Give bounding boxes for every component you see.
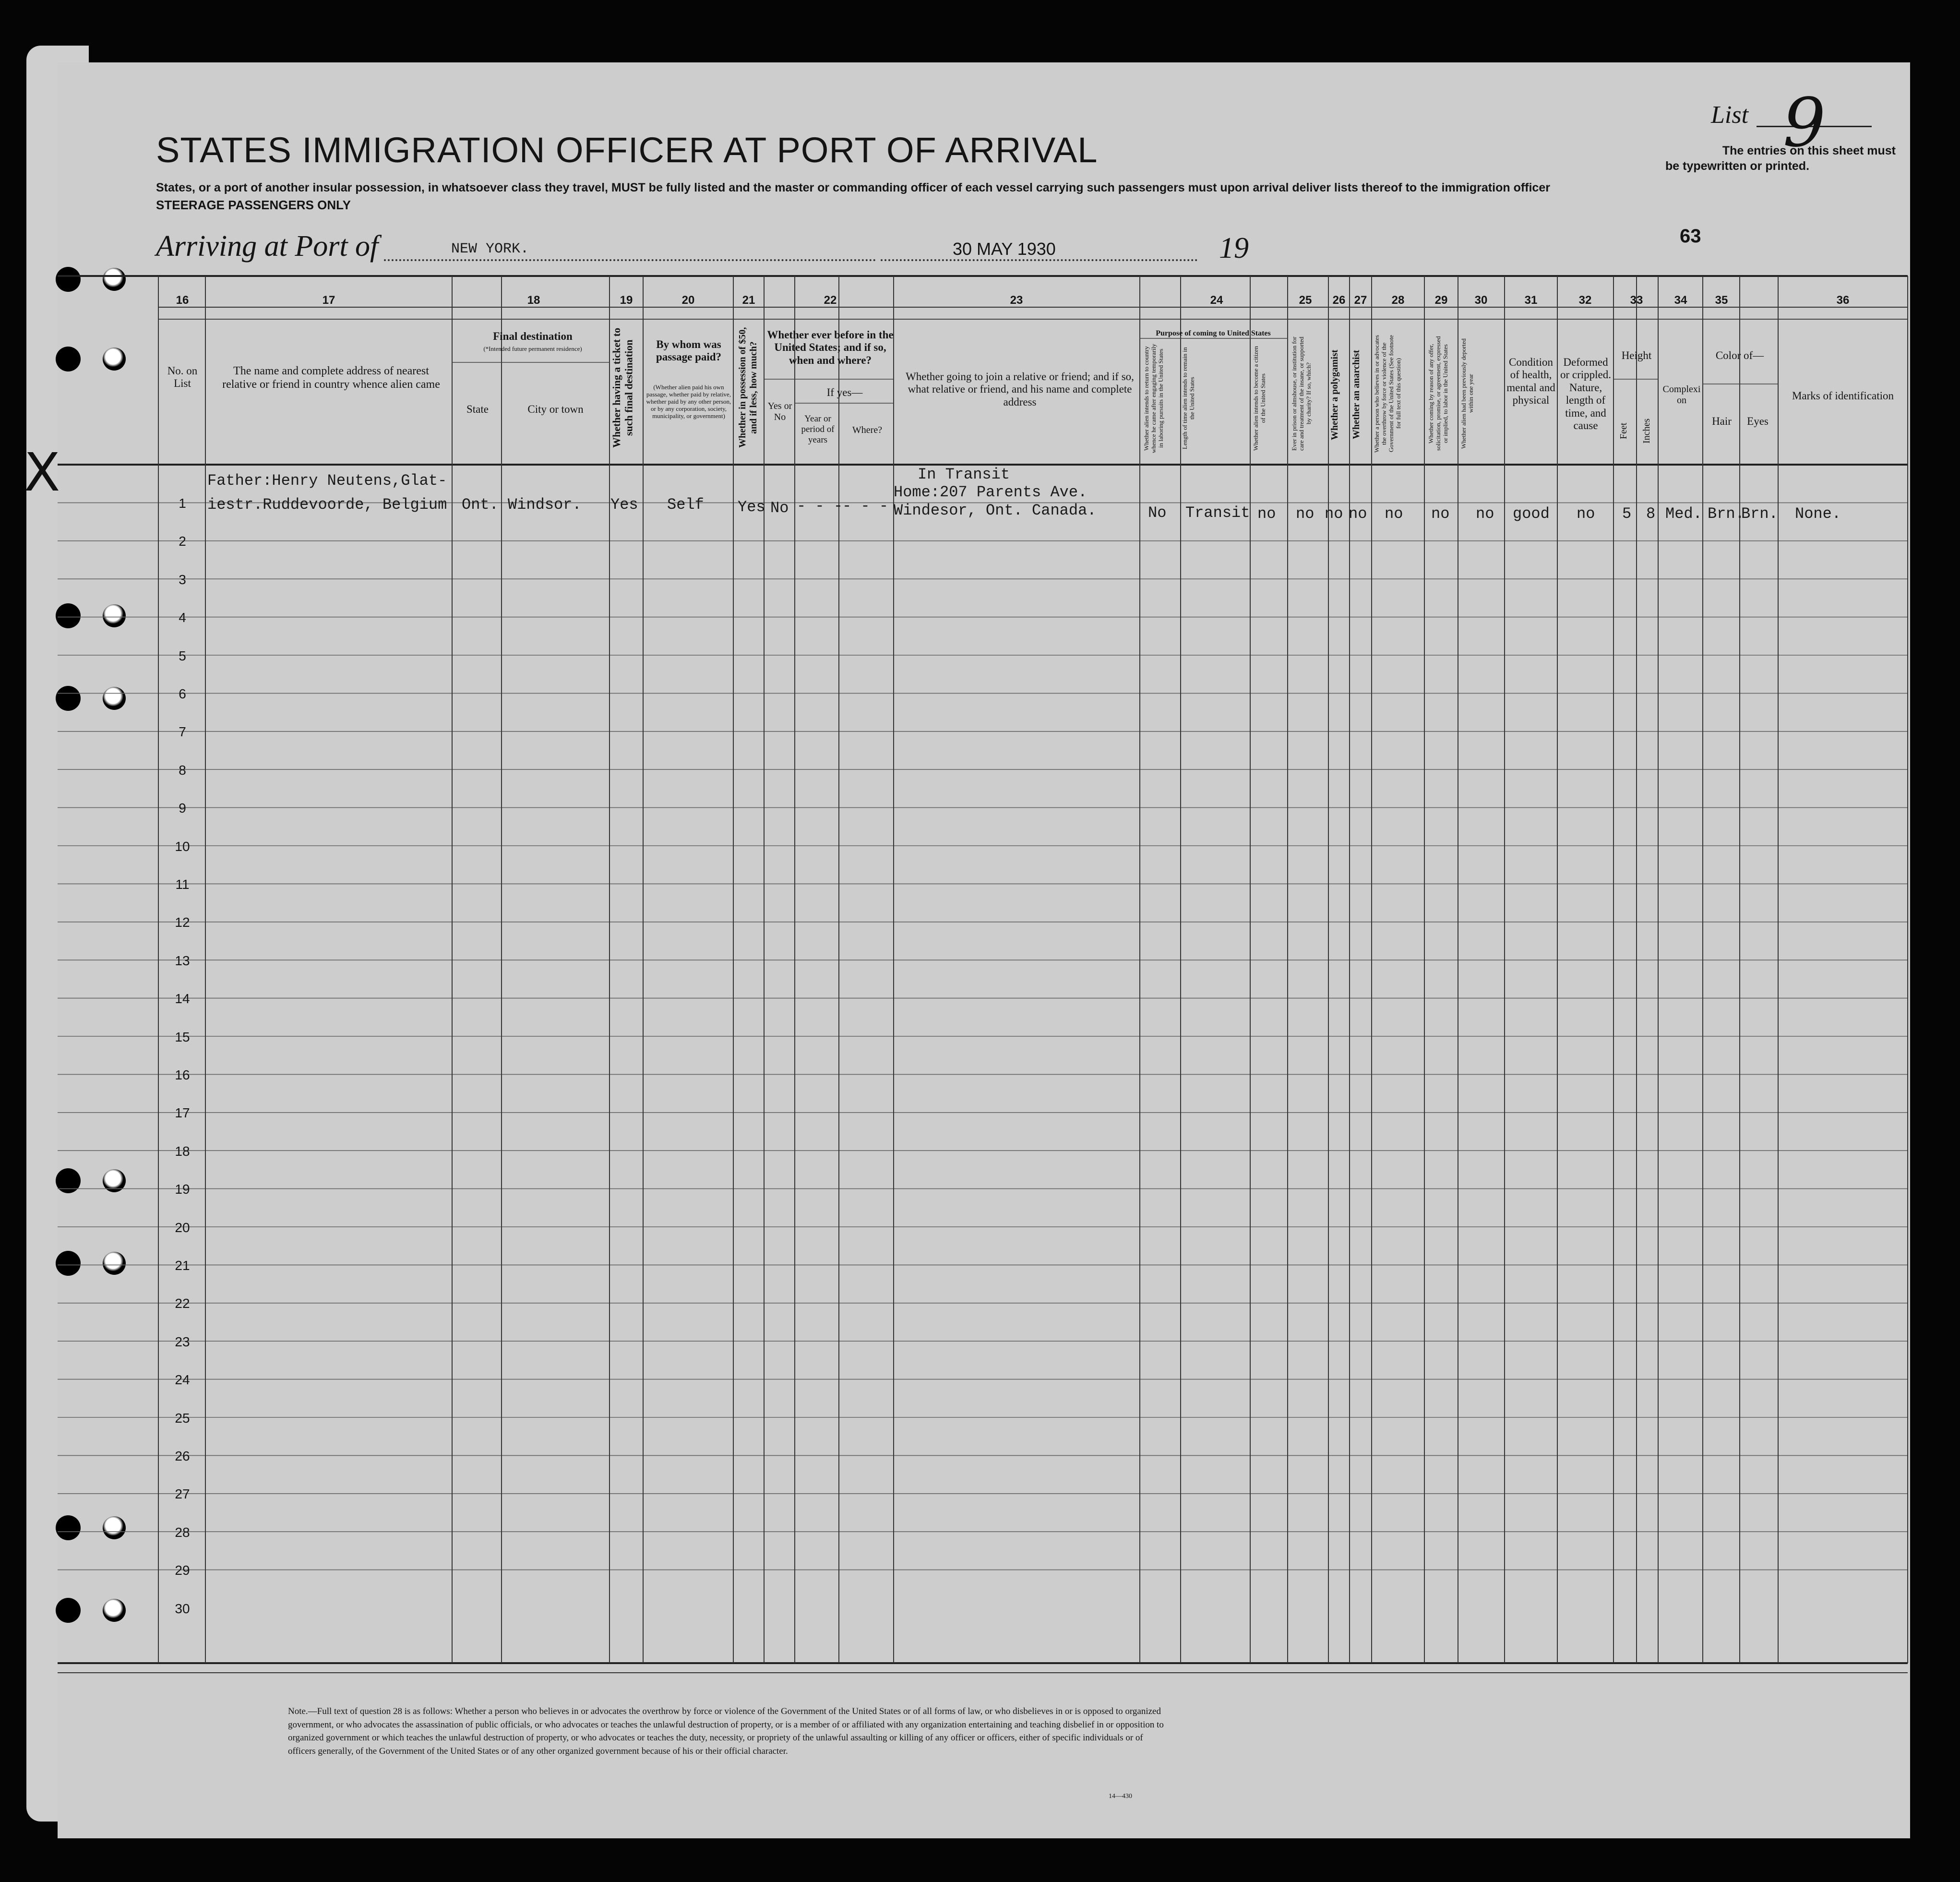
col22-where: Where? <box>852 425 883 435</box>
col33-header: Height <box>1621 349 1652 361</box>
entry-paid-by: Self <box>667 496 704 514</box>
column-number-23: 23 <box>1010 294 1023 307</box>
entry-overthrow: no <box>1385 505 1403 523</box>
column-number-16: 16 <box>176 294 189 307</box>
row-number-7: 7 <box>179 724 186 740</box>
relative-line-1: Father:Henry Neutens,Glat- <box>207 472 447 490</box>
row-number-13: 13 <box>175 953 190 968</box>
date-stamp: 30 MAY 1930 <box>953 239 1056 259</box>
column-number-29: 29 <box>1434 294 1448 307</box>
entry-ticket: Yes <box>610 496 638 514</box>
entry-hair: Brn. <box>1708 505 1745 523</box>
col20-header: By whom was passage paid? <box>656 338 722 363</box>
col18-header: Final destination <box>493 330 573 342</box>
join-line-1: In Transit <box>918 466 1010 483</box>
row-number-18: 18 <box>175 1143 190 1159</box>
entry-deformed: no <box>1577 505 1595 523</box>
list-number: 9 <box>1783 84 1826 162</box>
row-number-3: 3 <box>179 572 186 587</box>
row-number-1: 1 <box>179 496 186 511</box>
join-line-2: Home:207 Parents Ave. <box>894 483 1088 501</box>
row-number-17: 17 <box>175 1105 190 1121</box>
entry-marks: None. <box>1795 505 1841 523</box>
col18-note: (*Intended future permanent residence) <box>483 345 582 352</box>
entry-health: good <box>1513 505 1550 523</box>
year-prefix: 19 <box>1219 232 1249 264</box>
entry-anarchist: no <box>1349 505 1367 523</box>
row-number-30: 30 <box>175 1601 190 1616</box>
col22-ifyes: If yes— <box>826 386 863 398</box>
column-number-26: 26 <box>1332 294 1346 307</box>
row-number-15: 15 <box>175 1029 190 1044</box>
row-number-29: 29 <box>175 1563 190 1578</box>
sheet-number: 63 <box>1680 226 1701 247</box>
relative-line-2: iestr.Ruddevoorde, Belgium <box>207 496 447 514</box>
col19-header: Whether having a ticket to such final destination <box>610 327 635 448</box>
col22-header: Whether ever before in the United States; and if so, when and where? <box>767 329 894 366</box>
col29-header: Whether coming by reason of any offer, solicitation, promise, or agreement, expressed or implied, to labor in the United States <box>1427 336 1449 451</box>
row-number-6: 6 <box>179 686 186 701</box>
col21-header: Whether in possession of $50, and if less, how much? <box>737 327 759 448</box>
row-number-19: 19 <box>175 1182 190 1197</box>
row-number-28: 28 <box>175 1524 190 1540</box>
entry-where-dash: - - - <box>842 497 889 515</box>
col18-state: State <box>466 403 489 415</box>
column-number-17: 17 <box>322 294 335 307</box>
col30-header: Whether alien had been previously deported within one year <box>1460 338 1474 449</box>
col24-length: Length of time alien intends to remain in the United States <box>1181 347 1195 450</box>
row-number-5: 5 <box>179 648 186 663</box>
col32-header: Deformed or crippled. Nature, length of time, and cause <box>1560 356 1611 432</box>
col22-years: Year or period of years <box>801 414 835 445</box>
column-number-18: 18 <box>527 294 540 307</box>
row-number-27: 27 <box>175 1486 190 1502</box>
entry-citizen: no <box>1257 505 1276 523</box>
col24-return: Whether alien intends to return to country whence he came after engaging temporarily in laboring pursuits in the United States <box>1143 344 1164 453</box>
join-line-3: Windesor, Ont. Canada. <box>894 502 1097 519</box>
margin-x-mark: X <box>24 442 60 503</box>
col28-header: Whether a person who believes in or advocates the overthrow by force or violence of the Government of the United States (See footnote for full text of this question) <box>1373 335 1402 453</box>
port-value: NEW YORK. <box>451 241 529 257</box>
col22-yesno: Yes or No <box>767 401 792 422</box>
col26-header: Whether a polygamist <box>1329 349 1340 440</box>
col27-header: Whether an anarchist <box>1351 350 1362 440</box>
footnote-text: Note.—Full text of question 28 is as follows: Whether a person who believes in or advocates the overthrow by force or violence of the Government of the United States or of all forms of law, or who disbelieves in or is opposed to organized government, or who advocates the assassination of public officials, or who advocates or teaches the unlawful destruction of property, or is a member of or affiliated with any organization entertaining and teaching disbelief in or opposition to organized government or which teaches the unlawful destruction of property, or who advocates or teaches the duty, necessity, or propriety of the unlawful assaulting or killing of any officer or officers, either of specific individuals or of officers generally, of the Government of the United States or of any other organized government because of his or their official character. <box>288 1706 1164 1756</box>
column-number-20: 20 <box>681 294 695 307</box>
row-number-20: 20 <box>175 1220 190 1235</box>
date-line <box>881 259 1197 261</box>
entry-before-us: No <box>770 499 789 517</box>
col24-header: Purpose of coming to United States <box>1156 329 1271 337</box>
row-number-9: 9 <box>179 801 186 816</box>
row-number-25: 25 <box>175 1410 190 1426</box>
column-number-21: 21 <box>742 294 755 307</box>
entry-city: Windsor. <box>508 496 582 514</box>
row-number-2: 2 <box>179 534 186 549</box>
col36-header: Marks of identification <box>1792 390 1894 402</box>
entry-fifty: Yes <box>738 498 765 516</box>
column-number-30: 30 <box>1474 294 1488 307</box>
column-number-34: 34 <box>1674 294 1687 307</box>
row-number-4: 4 <box>179 610 186 625</box>
row-number-16: 16 <box>175 1067 190 1082</box>
entry-eyes: Brn. <box>1741 505 1778 523</box>
col35-header: Color of— <box>1715 349 1764 361</box>
steerage-label: STEERAGE PASSENGERS ONLY <box>156 198 351 212</box>
entry-years-dash: - - - <box>797 497 843 515</box>
port-line <box>384 259 876 261</box>
entries-note-2: be typewritten or printed. <box>1665 159 1810 173</box>
col23-header: Whether going to join a relative or friend; and if so, what relative or friend, and his name and complete address <box>906 371 1134 408</box>
column-number-28: 28 <box>1391 294 1405 307</box>
row-number-21: 21 <box>175 1258 190 1273</box>
column-number-19: 19 <box>620 294 633 307</box>
entry-length: Transit <box>1185 504 1250 522</box>
list-label: List <box>1711 101 1749 129</box>
column-number-25: 25 <box>1299 294 1312 307</box>
col18-city: City or town <box>527 403 584 415</box>
entry-deported: no <box>1476 505 1494 523</box>
entries-note-1: The entries on this sheet must <box>1722 144 1896 157</box>
row-number-12: 12 <box>175 915 190 930</box>
entry-prison: no <box>1296 505 1315 523</box>
row-number-26: 26 <box>175 1449 190 1463</box>
col17-header: The name and complete address of nearest relative or friend in country whence alien came <box>222 365 440 391</box>
col35-hair: Hair <box>1712 415 1732 427</box>
row-number-10: 10 <box>175 839 190 854</box>
row-number-23: 23 <box>175 1334 190 1349</box>
entry-return: No <box>1148 504 1167 522</box>
row-number-22: 22 <box>175 1296 190 1311</box>
entry-polygamist: no <box>1325 505 1343 523</box>
col34-header: Complexion <box>1662 384 1701 406</box>
column-number-33: 33 <box>1630 294 1643 307</box>
column-number-22: 22 <box>824 294 837 307</box>
row-number-24: 24 <box>175 1372 190 1388</box>
col16-header: No. on List <box>167 365 198 390</box>
col25-header: Ever in prison or almshouse, or institution for care and treatment of the insane, or supported by charity? If so, which? <box>1291 336 1312 451</box>
column-number-31: 31 <box>1524 294 1538 307</box>
row-number-14: 14 <box>175 991 190 1007</box>
entry-complexion: Med. <box>1665 505 1702 523</box>
column-number-32: 32 <box>1578 294 1592 307</box>
entry-feet: 5 <box>1622 505 1632 523</box>
arriving-label: Arriving at Port of <box>156 230 379 263</box>
col33-feet: Feet <box>1618 422 1629 439</box>
entry-inches: 8 <box>1646 505 1656 523</box>
col24-citizen: Whether alien intends to become a citizen of the United States <box>1252 346 1267 451</box>
col31-header: Condition of health, mental and physical <box>1506 356 1555 407</box>
column-number-24: 24 <box>1210 294 1223 307</box>
entry-offer: no <box>1431 505 1450 523</box>
form-number: 14—430 <box>1109 1793 1132 1800</box>
col35-eyes: Eyes <box>1747 415 1769 427</box>
col20-note: (Whether alien paid his own passage, whether paid by relative, whether paid by any other person, or by any corporation, society, municipality, or government) <box>646 384 731 420</box>
row-number-8: 8 <box>179 762 186 778</box>
column-number-35: 35 <box>1715 294 1728 307</box>
column-number-36: 36 <box>1836 294 1850 307</box>
column-number-27: 27 <box>1354 294 1367 307</box>
col33-inches: Inches <box>1641 418 1652 444</box>
entry-state: Ont. <box>462 496 499 514</box>
page-title: STATES IMMIGRATION OFFICER AT PORT OF ARRIVAL <box>156 130 1098 170</box>
row-number-11: 11 <box>175 877 190 892</box>
page-subtitle: States, or a port of another insular possession, in whatsoever class they travel, MUST be fully listed and the master or commanding officer of each vessel carrying such passengers must upon arrival deliver lists thereof to the immigration officer <box>156 181 1550 194</box>
